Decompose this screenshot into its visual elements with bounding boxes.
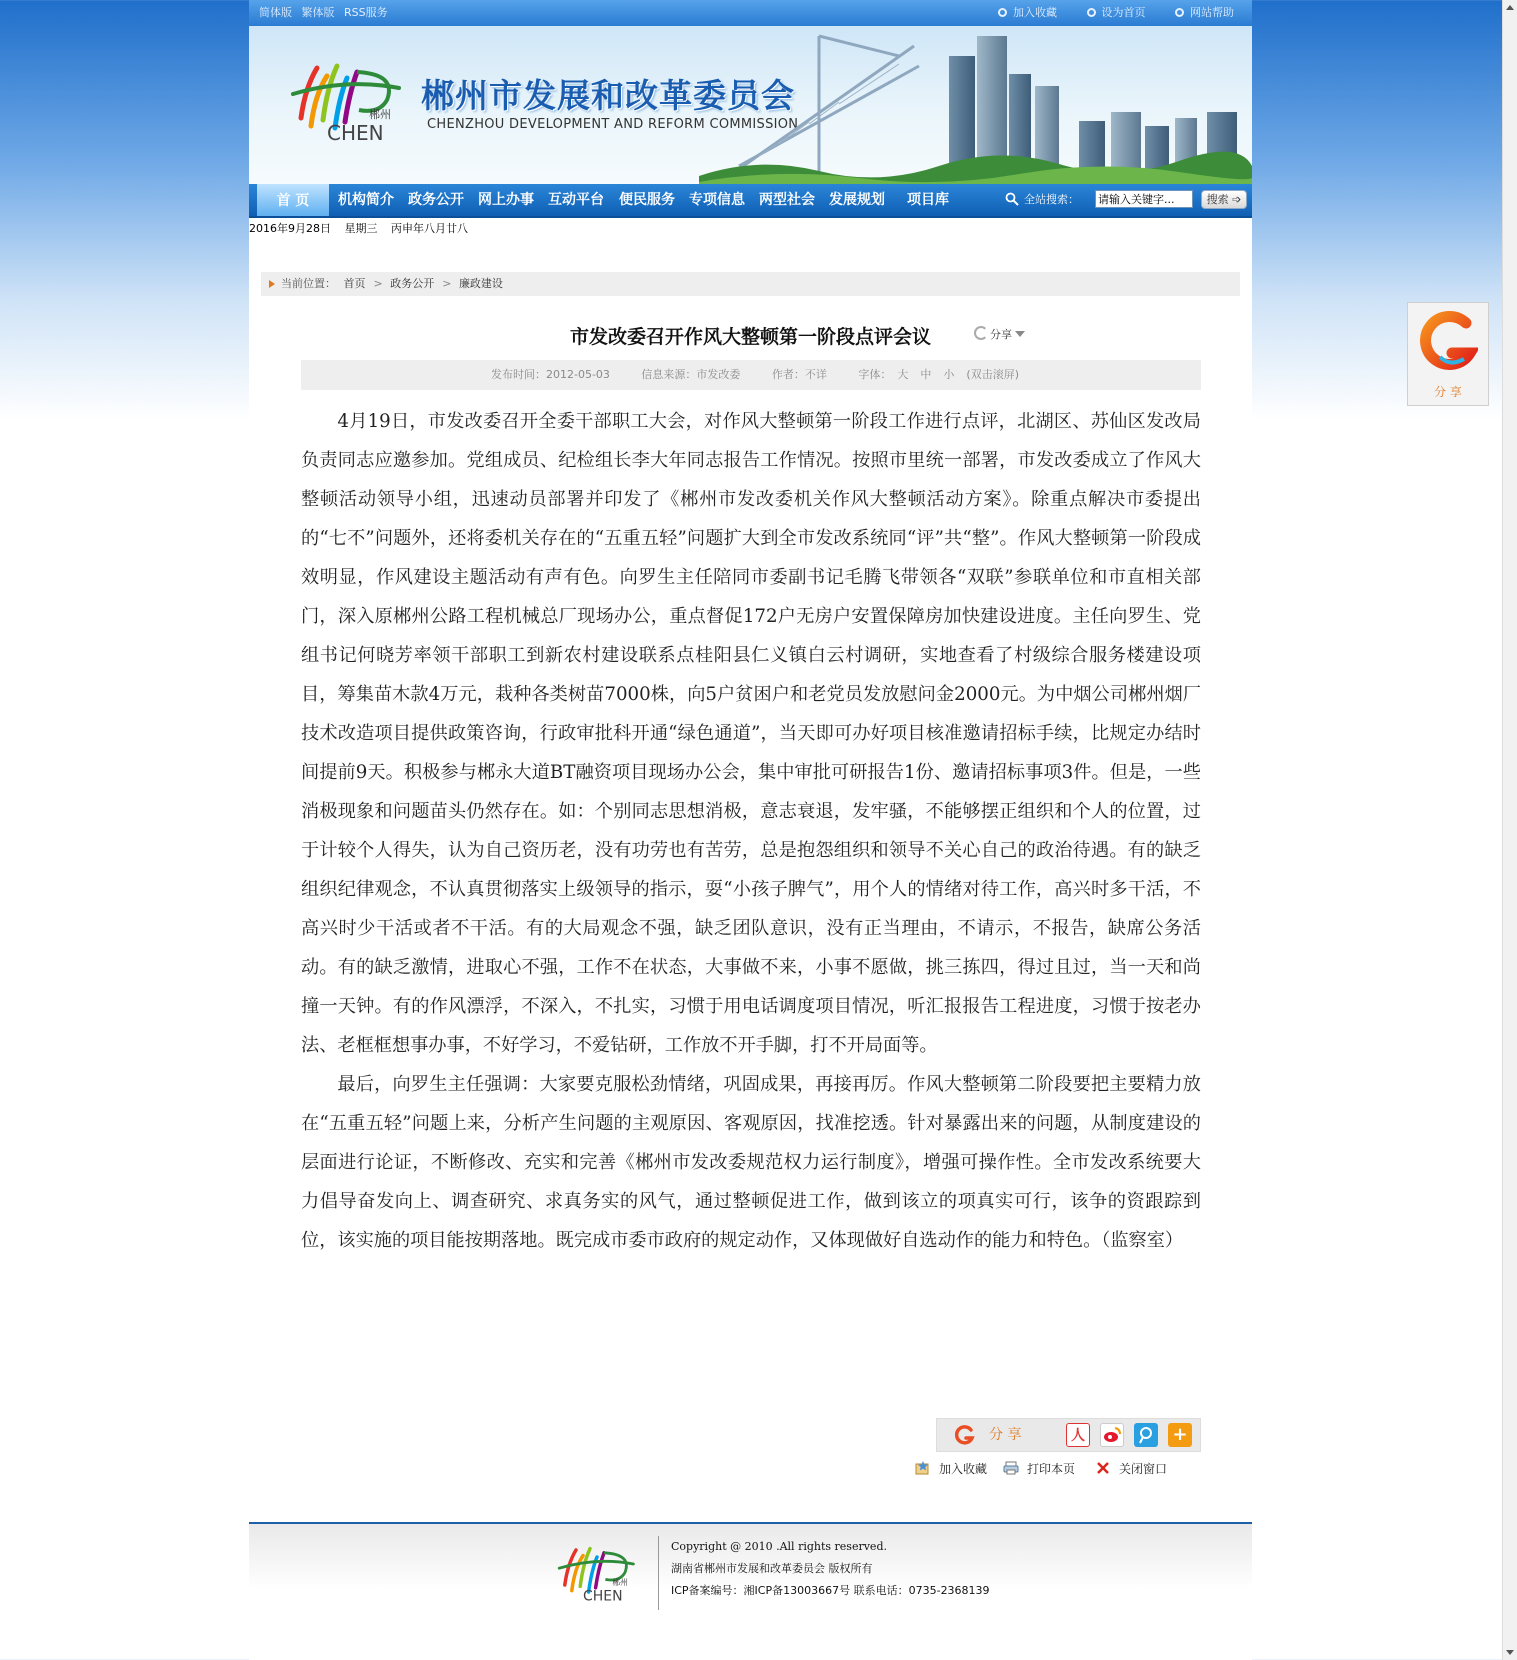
renren-icon[interactable]: 人 (1066, 1423, 1090, 1447)
site-subtitle: CHENZHOU DEVELOPMENT AND REFORM COMMISSION (427, 117, 799, 132)
utility-links (972, 0, 1234, 26)
chenzhou-logo (554, 1536, 640, 1606)
print-icon (1003, 1461, 1019, 1475)
logo-text-en: CHEN (583, 1588, 623, 1605)
nav-item-affairs[interactable]: 政务公开 (408, 192, 464, 208)
scroll-down-icon[interactable] (1506, 1650, 1514, 1655)
top-bar (249, 0, 1252, 26)
scroll-up-icon[interactable] (1506, 5, 1514, 10)
breadcrumb-item[interactable]: 首页 (343, 277, 366, 290)
chevron-right-icon: > (442, 277, 452, 290)
vertical-scrollbar[interactable] (1502, 0, 1517, 1660)
nav-item-special-info[interactable]: 专项信息 (689, 192, 745, 208)
font-size-label: 字体： (858, 368, 892, 381)
header-banner (249, 26, 1252, 184)
nav-item-interaction[interactable]: 互动平台 (548, 192, 604, 208)
set-homepage-link[interactable]: 设为首页 (1087, 6, 1146, 19)
share-logo-icon (974, 326, 988, 340)
arrow-right-icon (269, 280, 275, 288)
print-button[interactable]: 打印本页 (1003, 1460, 1075, 1477)
font-size-large[interactable]: 大 (897, 368, 909, 381)
current-weekday: 星期三 (344, 222, 378, 235)
font-size-medium[interactable]: 中 (920, 368, 932, 381)
icp-text: ICP备案编号：湘ICP备13003667号 联系电话：0735-2368139 (671, 1584, 990, 1597)
simplified-link[interactable]: 简体版 (259, 6, 292, 19)
logo-text-cn: 郴州 (369, 108, 391, 121)
share-bar (936, 1418, 1201, 1452)
arrow-right-icon: ➩ (1232, 193, 1242, 206)
copyright-text: Copyright @ 2010 .All rights reserved. (671, 1540, 887, 1553)
traditional-link[interactable]: 繁体版 (301, 6, 335, 19)
article-body (301, 402, 1201, 1260)
rss-link[interactable]: RSS服务 (344, 6, 388, 19)
favorite-icon (915, 1461, 931, 1475)
site-title: 郴州市发展和改革委员会 (421, 76, 795, 115)
current-date: 2016年9月28日 (249, 222, 331, 235)
language-links (259, 0, 394, 26)
article-paragraph: 4月19日，市发改委召开全委干部职工大会，对作风大整顿第一阶段工作进行点评，北湖区、苏仙区发改局负责同志应邀参加。党组成员、纪检组长李大年同志报告工作情况。按照市里统一部署，市发改委成立了作风大整顿活动领导小组，迅速动员部署并印发了《郴州市发改委机关作风大整顿活动方案》。除重点解决市委提出的“七不”问题外，还将委机关存在的“五重五轻”问题扩大到全市发改系统同“评”共“整”。作风大整顿第一阶段成效明显，作风建设主题活动有声有色。向罗生主任陪同市委副书记毛腾飞带领各“双联”参联单位和市直相关部门，深入原郴州公路工程机械总厂现场办公，重点督促172户无房户安置保障房加快建设进度。主任向罗生、党组书记何晓芳率领干部职工到新农村建设联系点桂阳县仁义镇白云村调研，实地查看了村级综合服务楼建设项目，筹集苗木款4万元，栽种各类树苗7000株，向5户贫困户和老党员发放慰问金2000元。为中烟公司郴州烟厂技术改造项目提供政策咨询，行政审批科开通“绿色通道”，当天即可办好项目核准邀请招标手续，比规定办结时间提前9天。积极参与郴永大道BT融资项目现场办公会，集中审批可研报告1份、邀请招标事项3件。但是，一些消极现象和问题苗头仍然存在。如：个别同志思想消极，意志衰退，发牢骚，不能够摆正组织和个人的位置，过于计较个人得失，认为自己资历老，没有功劳也有苦劳，总是抱怨组织和领导不关心自己的政治待遇。有的缺乏组织纪律观念，不认真贯彻落实上级领导的指示，耍“小孩子脾气”，用个人的情绪对待工作，高兴时多干活，不高兴时少干活或者不干活。有的大局观念不强，缺乏团队意识，没有正当理由，不请示，不报告，缺席公务活动。有的缺乏激情，进取心不强，工作不在状态，大事做不来，小事不愿做，挑三拣四，得过且过，当一天和尚撞一天钟。有的作风漂浮，不深入，不扎实，习惯于用电话调度项目情况，听汇报报告工程进度，习惯于按老办法、老框框想事办事，不好学习，不爱钻研，工作放不开手脚，打不开局面等。 (301, 411, 1201, 1056)
font-size-small[interactable]: 小 (943, 368, 955, 381)
search-button[interactable]: 搜索 ➩ (1201, 190, 1247, 209)
date-bar (249, 220, 478, 236)
bullet-icon (998, 8, 1007, 17)
site-help-link[interactable]: 网站帮助 (1175, 6, 1234, 19)
footer (249, 1522, 1252, 1632)
nav-item-project-library[interactable]: 项目库 (907, 192, 949, 208)
more-icon[interactable]: + (1168, 1423, 1192, 1447)
share-logo-icon (1420, 309, 1478, 377)
nav-item-planning[interactable]: 发展规划 (829, 192, 885, 208)
logo-text-en: CHEN (327, 121, 384, 145)
breadcrumb-item[interactable]: 政务公开 (390, 277, 435, 290)
article-title: 市发改委召开作风大整顿第一阶段点评会议 (569, 326, 931, 348)
breadcrumb-item[interactable]: 廉政建设 (458, 277, 503, 290)
floating-share-widget[interactable] (1407, 302, 1489, 406)
bullet-icon (1175, 8, 1184, 17)
breadcrumb-label: 当前位置： (281, 277, 336, 290)
nav-item-home[interactable]: 首 页 (257, 184, 329, 216)
chevron-right-icon: > (373, 277, 383, 290)
floating-share-label: 分 享 (1434, 385, 1462, 399)
chevron-down-icon (1015, 331, 1025, 337)
close-icon (1095, 1461, 1111, 1475)
close-window-button[interactable]: 关闭窗口 (1095, 1460, 1167, 1477)
footer-divider (658, 1536, 659, 1610)
main-nav (249, 184, 1252, 218)
nav-item-two-type-society[interactable]: 两型社会 (759, 192, 815, 208)
publish-date: 发布时间：2012-05-03 (490, 368, 610, 381)
nav-item-online-services[interactable]: 网上办事 (478, 192, 534, 208)
share-dropdown[interactable]: 分享 (974, 326, 1025, 342)
nav-item-public-services[interactable]: 便民服务 (619, 192, 675, 208)
bullet-icon (1087, 8, 1096, 17)
search-icon (1005, 192, 1019, 206)
article-meta (301, 360, 1201, 390)
add-favorite-button[interactable]: 加入收藏 (915, 1460, 987, 1477)
author: 作者：不详 (771, 368, 827, 381)
city-skyline-image (699, 26, 1252, 184)
owner-text: 湖南省郴州市发展和改革委员会 版权所有 (671, 1562, 873, 1575)
weibo-icon[interactable] (1100, 1423, 1124, 1447)
share-label[interactable]: 分 享 (989, 1427, 1022, 1443)
info-source: 信息来源：市发改委 (641, 368, 741, 381)
logo-text-cn: 郴州 (612, 1578, 628, 1587)
share-logo-icon (955, 1425, 975, 1445)
search-label: 全站搜索： (1024, 193, 1079, 206)
breadcrumb (261, 272, 1240, 296)
chenzhou-logo (287, 48, 407, 148)
article-paragraph: 最后，向罗生主任强调：大家要克服松劲情绪，巩固成果，再接再厉。作风大整顿第二阶段要把主要精力放在“五重五轻”问题上来，分析产生问题的主观原因、客观原因，找准挖透。针对暴露出来的问题，从制度建设的层面进行论证，不断修改、充实和完善《郴州市发改委规范权力运行制度》，增强可操作性。全市发改系统要大力倡导奋发向上、调查研究、求真务实的风气，通过整顿促进工作，做到该立的项真实可行，该争的资跟踪到位，该实施的项目能按期落地。既完成市委市政府的规定动作，又体现做好自选动作的能力和特色。（监察室） (301, 1074, 1201, 1251)
search-input[interactable] (1095, 190, 1193, 208)
page-container (249, 0, 1252, 1660)
nav-item-about[interactable]: 机构简介 (338, 192, 394, 208)
lunar-date: 丙申年八月廿八 (391, 222, 468, 235)
add-favorite-link[interactable]: 加入收藏 (998, 6, 1057, 19)
scroll-hint: (双击滚屏) (966, 368, 1020, 381)
tencent-weibo-icon[interactable] (1134, 1423, 1158, 1447)
